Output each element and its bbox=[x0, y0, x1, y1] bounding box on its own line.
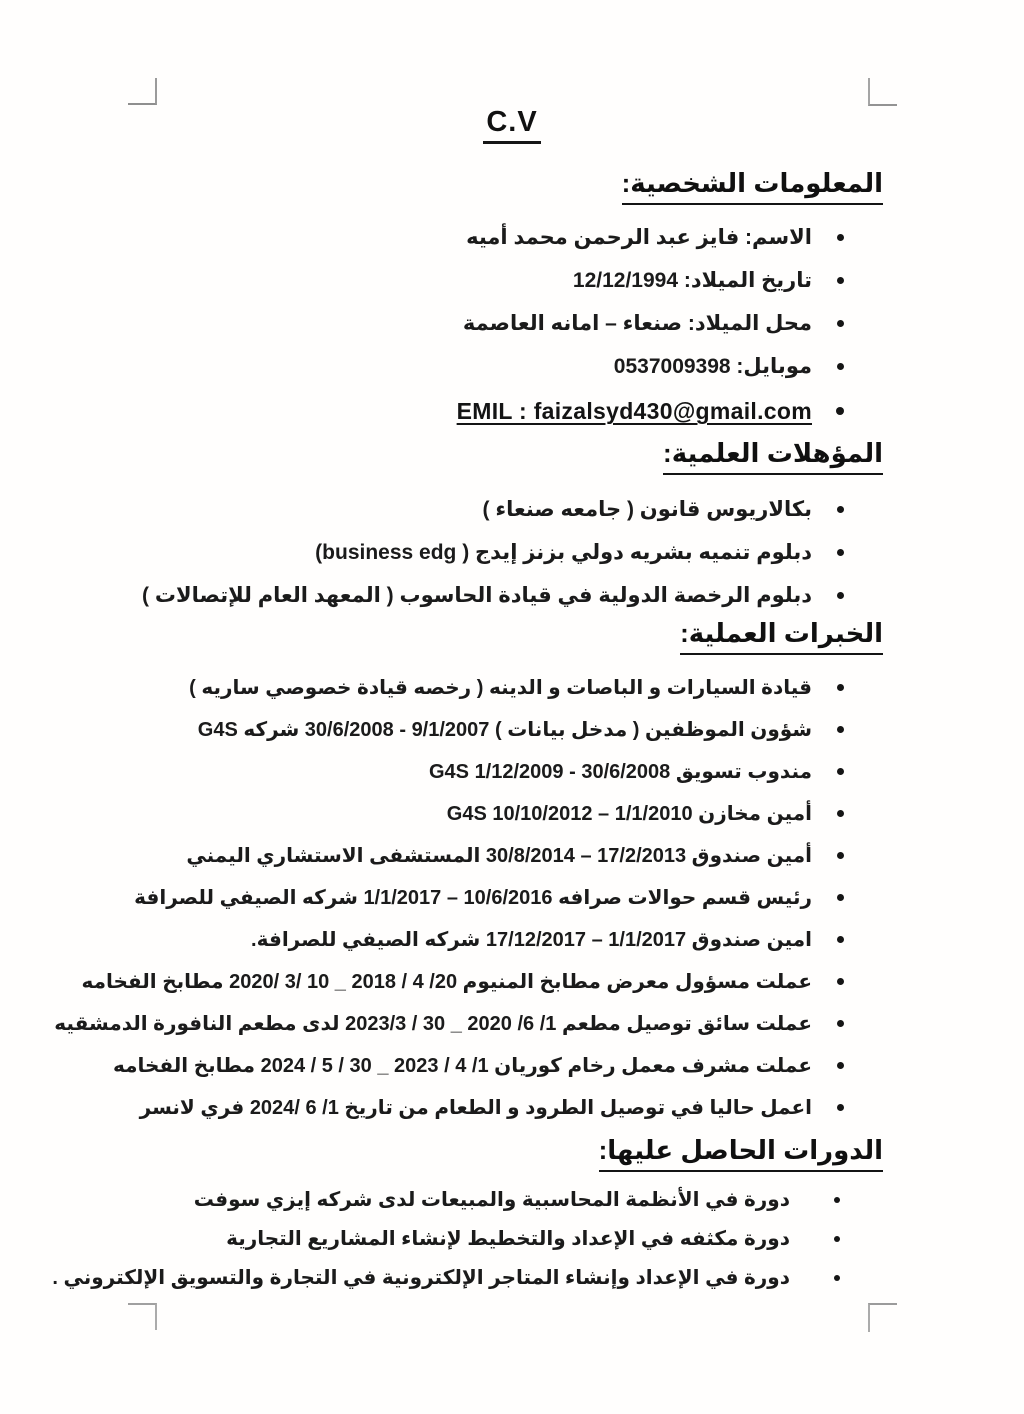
list-item: شؤون الموظفين ( مدخل بيانات ) 9/1/2007 - 30/6/2008 شركه G4S bbox=[128, 715, 896, 745]
list-item: دبلوم تنميه بشريه دولي بزنز إيدج ( business edg) bbox=[128, 538, 896, 568]
section-courses bbox=[52, 1133, 896, 1302]
section-personal-info bbox=[128, 166, 896, 427]
email-line: EMIL : faizalsyd430@gmail.com bbox=[128, 395, 896, 427]
list-item: عملت مسؤول معرض مطابخ المنيوم 20/ 4 / 2018 _ 10 /3 /2020 مطابخ الفخامه bbox=[128, 967, 896, 997]
personal-info-list bbox=[128, 223, 896, 382]
list-item: امين صندوق 1/1/2017 – 17/12/2017 شركه الصيفي للصرافة. bbox=[128, 925, 896, 955]
list-item: عملت مشرف معمل رخام كوريان 1/ 4 / 2023 _ 30 / 5 / 2024 مطابخ الفخامه bbox=[128, 1051, 896, 1081]
list-item: بكالاريوس قانون ( جامعه صنعاء ) bbox=[128, 495, 896, 525]
heading-personal-info: المعلومات الشخصية: bbox=[622, 166, 883, 205]
qualifications-list bbox=[128, 495, 896, 611]
experience-list bbox=[54, 673, 896, 1123]
heading-courses: الدورات الحاصل عليها: bbox=[599, 1133, 883, 1172]
section-experience bbox=[54, 616, 896, 1135]
section-qualifications bbox=[128, 436, 896, 624]
list-item: أمين مخازن 1/1/2010 – 10/10/2012 G4S bbox=[128, 799, 896, 829]
list-item: الاسم: فايز عبد الرحمن محمد أميه bbox=[128, 223, 896, 253]
list-item: دبلوم الرخصة الدولية في قيادة الحاسوب ( المعهد العام للإتصالات ) bbox=[128, 581, 896, 611]
courses-list bbox=[52, 1185, 896, 1293]
list-item: مندوب تسويق 30/6/2008 - 1/12/2009 G4S bbox=[128, 757, 896, 787]
list-item: دورة في الإعداد وإنشاء المتاجر الإلكترونية في التجارة والتسويق الإلكتروني . bbox=[128, 1263, 896, 1293]
page-title: C.V bbox=[483, 106, 540, 144]
heading-qualifications: المؤهلات العلمية: bbox=[663, 436, 883, 475]
list-item: اعمل حاليا في توصيل الطرود و الطعام من تاريخ 1/ 6 /2024 فري لانسر bbox=[128, 1093, 896, 1123]
list-item: موبايل: 0537009398 bbox=[128, 352, 896, 382]
list-item: قيادة السيارات و الباصات و الدينه ( رخصه قيادة خصوصي ساريه ) bbox=[128, 673, 896, 703]
list-item: عملت سائق توصيل مطعم 1/ 6/ 2020 _ 30 / 2023/3 لدى مطعم النافورة الدمشقيه bbox=[128, 1009, 896, 1039]
list-item: دورة مكثفه في الإعداد والتخطيط لإنشاء المشاريع التجارية bbox=[128, 1224, 896, 1254]
list-item: دورة في الأنظمة المحاسبية والمبيعات لدى شركه إيزي سوفت bbox=[128, 1185, 896, 1215]
list-item: تاريخ الميلاد: 12/12/1994 bbox=[128, 266, 896, 296]
document-body bbox=[52, 0, 896, 1414]
list-item: أمين صندوق 17/2/2013 – 30/8/2014 المستشفى الاستشاري اليمني bbox=[128, 841, 896, 871]
list-item: رئيس قسم حوالات صرافه 10/6/2016 – 1/1/2017 شركه الصيفي للصرافة bbox=[128, 883, 896, 913]
list-item: محل الميلاد: صنعاء – امانه العاصمة bbox=[128, 309, 896, 339]
heading-experience: الخبرات العملية: bbox=[680, 616, 883, 655]
